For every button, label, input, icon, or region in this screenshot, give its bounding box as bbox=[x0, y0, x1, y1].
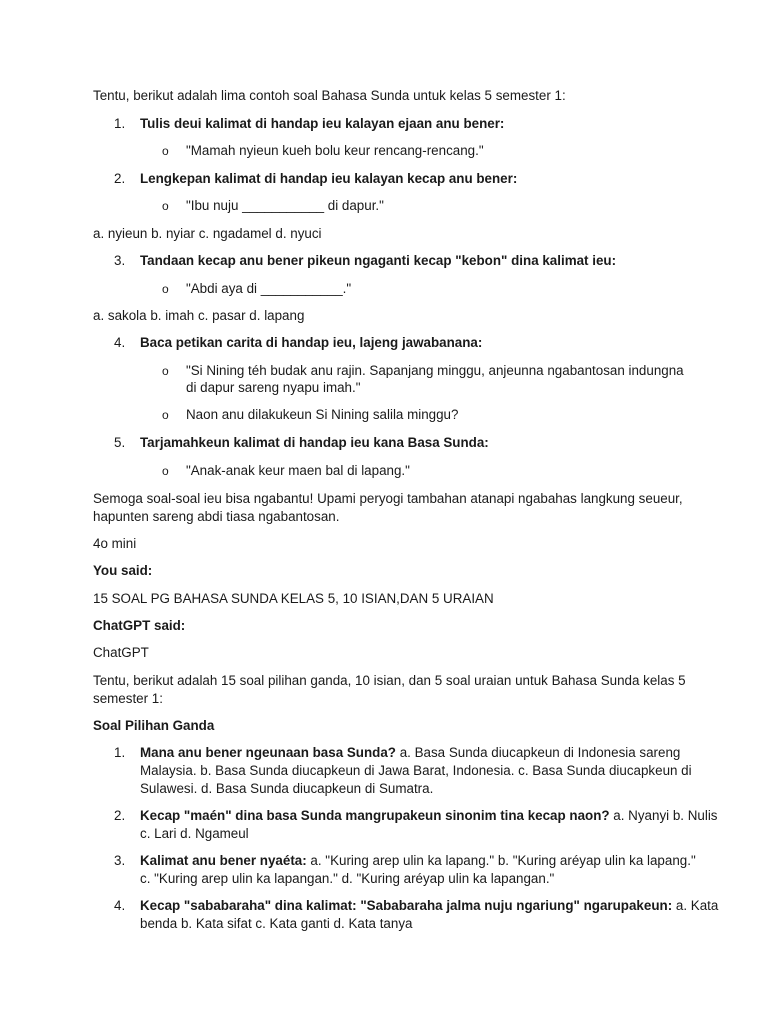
intro2-line-2: semester 1: bbox=[93, 691, 163, 706]
intro-text: Tentu, berikut adalah lima contoh soal Bahasa Sunda untuk kelas 5 semester 1: bbox=[93, 88, 566, 103]
q4-item-line2: di dapur sareng nyapu imah." bbox=[186, 380, 361, 395]
pg4-line2: benda b. Kata sifat c. Kata ganti d. Kata tanya bbox=[140, 916, 413, 931]
closing-line-1: Semoga soal-soal ieu bisa ngabantu! Upami peryogi tambahan atanapi ngabahas langkung seueur, bbox=[93, 491, 683, 506]
q2-number: 2. bbox=[114, 171, 126, 186]
q5-bullet: o bbox=[162, 464, 169, 478]
pg2-number: 2. bbox=[114, 808, 126, 823]
pg4-line1: Kecap "sababaraha" dina kalimat: "Sababaraha jalma nuju ngariung" ngarupakeun: a. Kata bbox=[140, 898, 719, 913]
pg3-line1: Kalimat anu bener nyaéta: a. "Kuring arep ulin ka lapang." b. "Kuring aréyap ulin ka lapang." bbox=[140, 853, 696, 868]
q3-number: 3. bbox=[114, 253, 126, 268]
q2-bullet: o bbox=[162, 199, 169, 213]
user-message: 15 SOAL PG BAHASA SUNDA KELAS 5, 10 ISIAN,DAN 5 URAIAN bbox=[93, 591, 494, 606]
chatgpt-label: ChatGPT bbox=[93, 645, 149, 660]
q4-item-2: Naon anu dilakukeun Si Nining salila minggu? bbox=[186, 407, 459, 422]
pg4-number: 4. bbox=[114, 898, 126, 913]
q5-item: "Anak-anak keur maen bal di lapang." bbox=[186, 463, 410, 478]
intro2-line-1: Tentu, berikut adalah 15 soal pilihan ganda, 10 isian, dan 5 soal uraian untuk Bahasa Sunda kelas 5 bbox=[93, 673, 686, 688]
pg1-line3: Sulawesi. d. Basa Sunda diucapkeun di Sumatra. bbox=[140, 781, 434, 796]
q1-bullet: o bbox=[162, 144, 169, 158]
q4-bullet-2: o bbox=[162, 408, 169, 422]
section-title: Soal Pilihan Ganda bbox=[93, 718, 215, 733]
q4-item-line1: "Si Nining téh budak anu rajin. Sapanjang minggu, anjeunna ngabantosan indungna bbox=[186, 363, 684, 378]
pg1-line1: Mana anu bener ngeunaan basa Sunda? a. Basa Sunda diucapkeun di Indonesia sareng bbox=[140, 745, 681, 760]
q1-number: 1. bbox=[114, 116, 126, 131]
pg3-number: 3. bbox=[114, 853, 126, 868]
closing-line-2: hapunten sareng abdi tiasa ngabantosan. bbox=[93, 509, 340, 524]
q4-text: Baca petikan carita di handap ieu, lajeng jawabanana: bbox=[140, 335, 483, 350]
q4-number: 4. bbox=[114, 335, 126, 350]
you-said-label: You said: bbox=[93, 563, 153, 578]
q2-text: Lengkepan kalimat di handap ieu kalayan kecap anu bener: bbox=[140, 171, 518, 186]
q5-number: 5. bbox=[114, 435, 126, 450]
q2-item: "Ibu nuju ___________ di dapur." bbox=[186, 198, 384, 213]
q3-bullet: o bbox=[162, 282, 169, 296]
q1-item: "Mamah nyieun kueh bolu keur rencang-rencang." bbox=[186, 143, 484, 158]
model-label: 4o mini bbox=[93, 536, 137, 551]
pg2-line2: c. Lari d. Ngameul bbox=[140, 826, 249, 841]
q3-item: "Abdi aya di ___________." bbox=[186, 281, 352, 296]
q3-text: Tandaan kecap anu bener pikeun ngaganti kecap "kebon" dina kalimat ieu: bbox=[140, 253, 617, 268]
q3-options: a. sakola b. imah c. pasar d. lapang bbox=[93, 308, 305, 323]
pg1-line2: Malaysia. b. Basa Sunda diucapkeun di Jawa Barat, Indonesia. c. Basa Sunda diucapkeun di bbox=[140, 763, 692, 778]
q1-text: Tulis deui kalimat di handap ieu kalayan ejaan anu bener: bbox=[140, 116, 505, 131]
q5-text: Tarjamahkeun kalimat di handap ieu kana Basa Sunda: bbox=[140, 435, 489, 450]
q4-bullet: o bbox=[162, 364, 169, 378]
pg1-number: 1. bbox=[114, 745, 126, 760]
chatgpt-said-label: ChatGPT said: bbox=[93, 618, 186, 633]
pg3-line2: c. "Kuring arep ulin ka lapangan." d. "Kuring aréyap ulin ka lapangan." bbox=[140, 871, 555, 886]
pg2-line1: Kecap "maén" dina basa Sunda mangrupakeun sinonim tina kecap naon? a. Nyanyi b. Nulis bbox=[140, 808, 718, 823]
q2-options: a. nyieun b. nyiar c. ngadamel d. nyuci bbox=[93, 226, 322, 241]
